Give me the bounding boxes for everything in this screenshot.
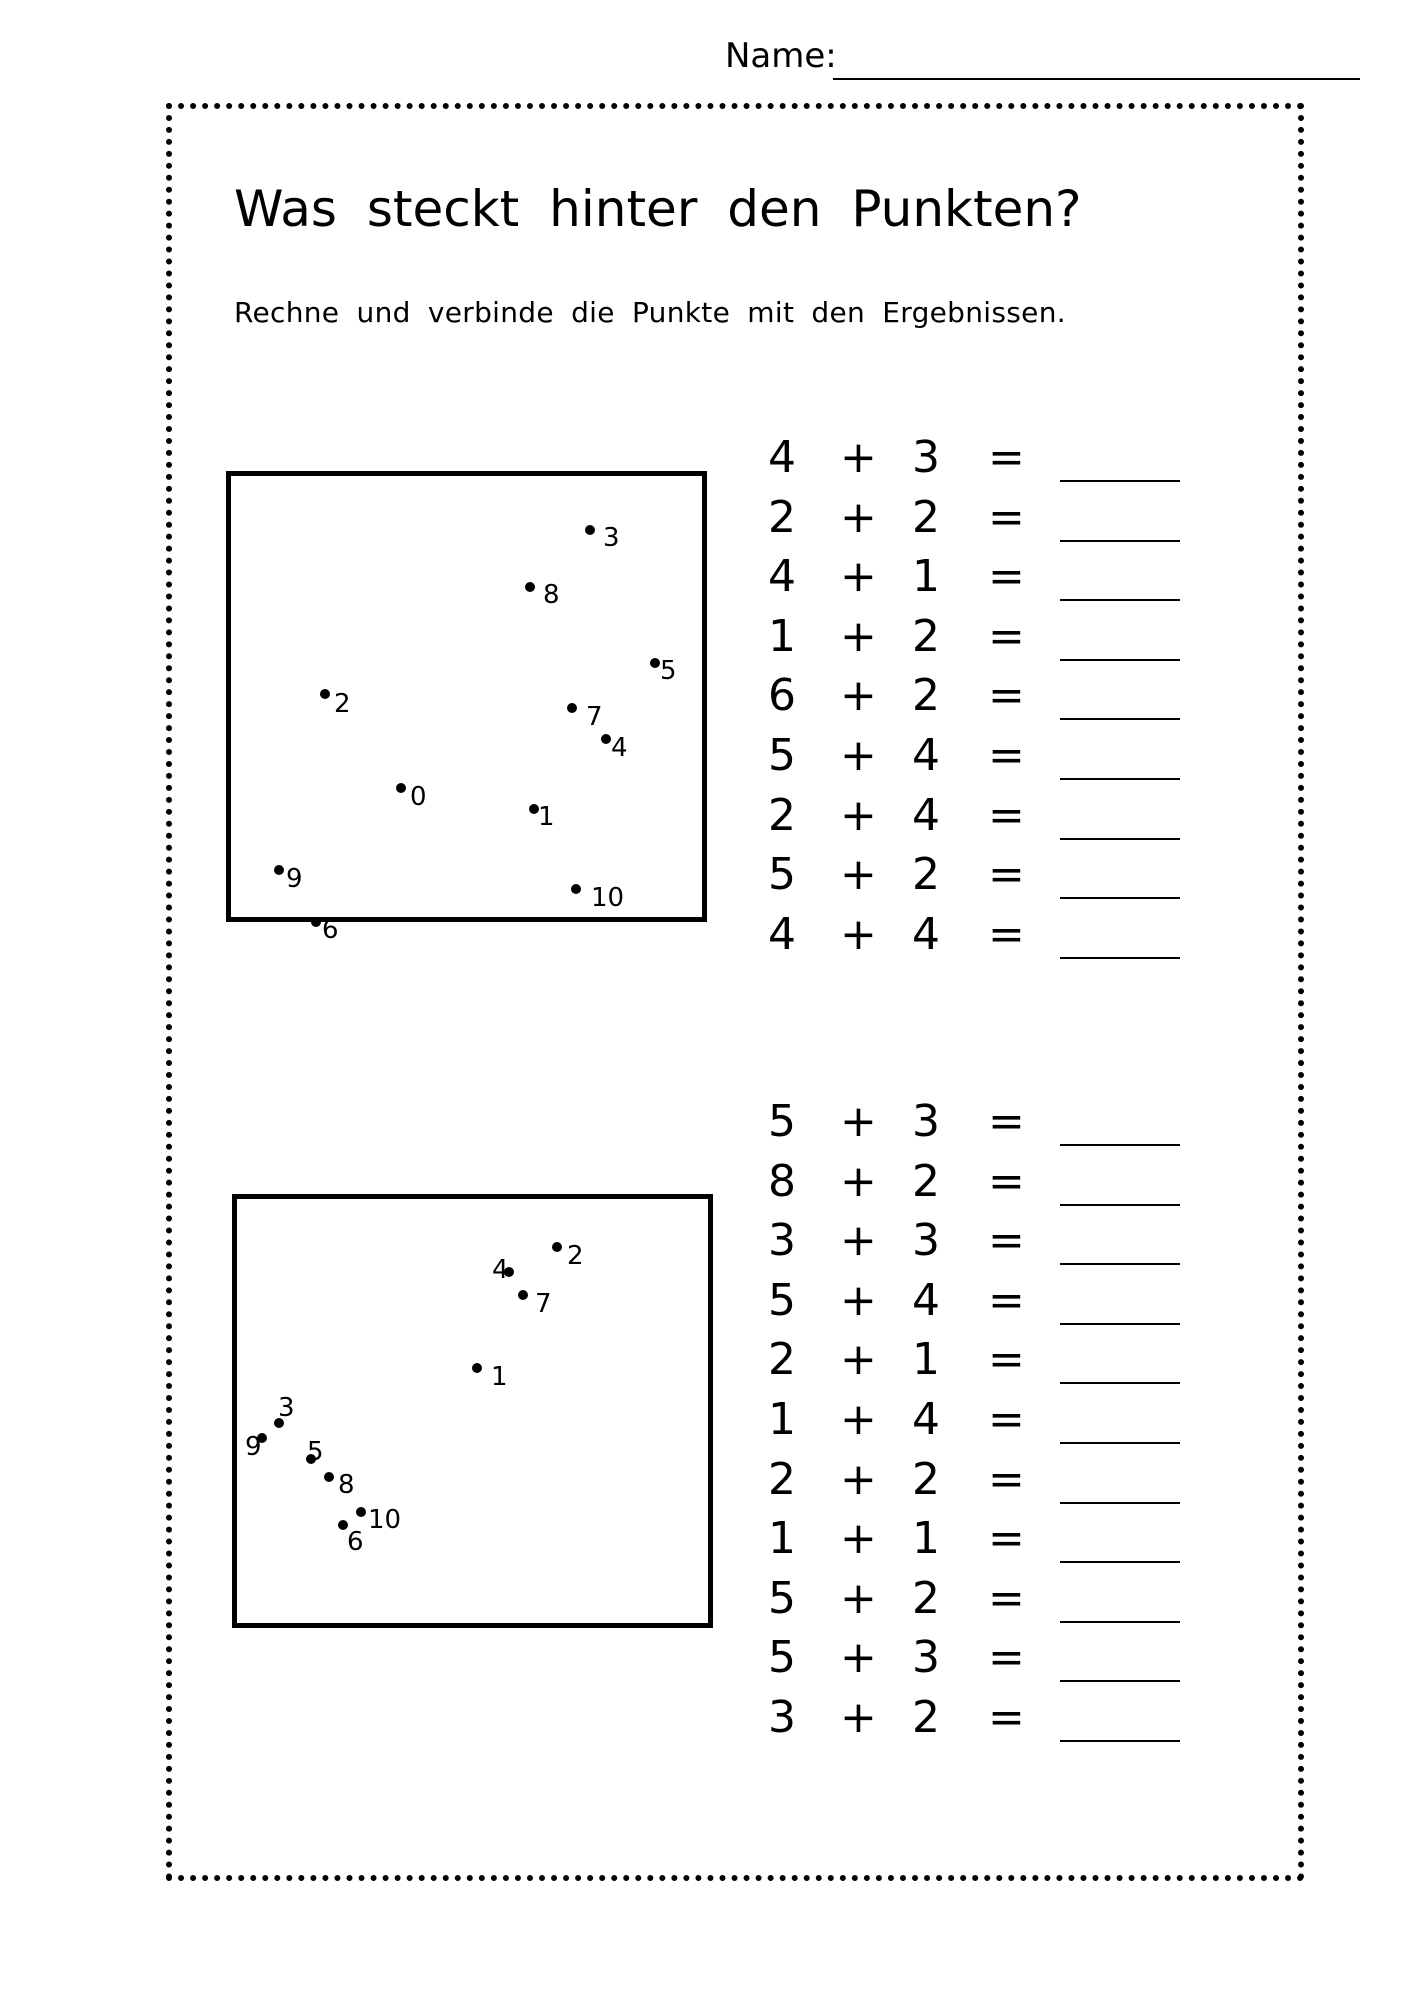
answer-blank[interactable] xyxy=(1060,1680,1180,1682)
dot-number-label: 7 xyxy=(586,702,603,732)
addition-problem-row xyxy=(760,1215,1230,1275)
answer-blank[interactable] xyxy=(1060,480,1180,482)
equals-sign: = xyxy=(988,1215,1025,1267)
dot-puzzle-canvas-2[interactable] xyxy=(237,1199,708,1623)
problem-list-2 xyxy=(760,1096,1230,1752)
first-addend: 2 xyxy=(768,1453,796,1505)
name-field[interactable] xyxy=(725,36,1365,86)
equals-sign: = xyxy=(988,1155,1025,1207)
dot-puzzle-canvas-1[interactable] xyxy=(231,476,702,945)
plus-sign: + xyxy=(840,551,877,603)
problem-list-1 xyxy=(760,432,1230,968)
equals-sign: = xyxy=(988,908,1025,960)
plus-sign: + xyxy=(840,1691,877,1743)
first-addend: 5 xyxy=(768,1572,796,1624)
first-addend: 5 xyxy=(768,1274,796,1326)
first-addend: 4 xyxy=(768,551,796,603)
answer-blank[interactable] xyxy=(1060,957,1180,959)
dot-point-2[interactable] xyxy=(552,1241,584,1271)
worksheet-instruction: Rechne und verbinde die Punkte mit den Ergebnissen. xyxy=(234,296,1066,329)
answer-blank[interactable] xyxy=(1060,838,1180,840)
dot-number-label: 4 xyxy=(611,733,628,763)
equals-sign: = xyxy=(988,1632,1025,1684)
plus-sign: + xyxy=(840,849,877,901)
answer-blank[interactable] xyxy=(1060,897,1180,899)
addition-problem-row xyxy=(760,1573,1230,1633)
addition-problem-row xyxy=(760,1513,1230,1573)
dot-marker[interactable] xyxy=(601,734,611,744)
dot-number-label: 8 xyxy=(338,1470,355,1500)
first-addend: 1 xyxy=(768,610,796,662)
dot-point-1[interactable] xyxy=(529,802,555,832)
first-addend: 2 xyxy=(768,789,796,841)
name-label: Name: xyxy=(725,36,837,76)
dot-puzzle-box-1[interactable] xyxy=(226,471,707,945)
first-addend: 8 xyxy=(768,1155,796,1207)
addition-problem-row xyxy=(760,849,1230,909)
second-addend: 1 xyxy=(912,551,940,603)
addition-problem-row xyxy=(760,1334,1230,1394)
dot-point-9[interactable] xyxy=(245,1432,267,1462)
answer-blank[interactable] xyxy=(1060,778,1180,780)
second-addend: 1 xyxy=(912,1513,940,1565)
dot-marker[interactable] xyxy=(396,783,406,793)
dot-marker[interactable] xyxy=(274,865,284,875)
first-addend: 5 xyxy=(768,849,796,901)
answer-blank[interactable] xyxy=(1060,1561,1180,1563)
addition-problem-row xyxy=(760,551,1230,611)
dot-marker[interactable] xyxy=(472,1363,482,1373)
answer-blank[interactable] xyxy=(1060,659,1180,661)
second-addend: 4 xyxy=(912,1393,940,1445)
worksheet-title: Was steckt hinter den Punkten? xyxy=(234,180,1082,238)
dot-marker[interactable] xyxy=(320,689,330,699)
equals-sign: = xyxy=(988,432,1025,483)
addition-problem-row xyxy=(760,1096,1230,1156)
dot-point-10[interactable] xyxy=(571,883,624,913)
addition-problem-row xyxy=(760,1275,1230,1335)
first-addend: 1 xyxy=(768,1513,796,1565)
first-addend: 3 xyxy=(768,1215,796,1267)
plus-sign: + xyxy=(840,908,877,960)
addition-problem-row xyxy=(760,909,1230,969)
second-addend: 2 xyxy=(912,491,940,543)
second-addend: 2 xyxy=(912,1572,940,1624)
plus-sign: + xyxy=(840,1513,877,1565)
dot-point-6[interactable] xyxy=(338,1520,364,1557)
plus-sign: + xyxy=(840,1096,877,1147)
dot-number-label: 0 xyxy=(410,782,427,812)
dot-point-3[interactable] xyxy=(585,523,620,553)
dot-number-label: 6 xyxy=(347,1527,364,1557)
addition-problem-row xyxy=(760,1632,1230,1692)
first-addend: 5 xyxy=(768,1096,796,1147)
dot-point-4[interactable] xyxy=(601,733,628,763)
dot-point-8[interactable] xyxy=(324,1470,355,1500)
answer-blank[interactable] xyxy=(1060,1263,1180,1265)
equals-sign: = xyxy=(988,1453,1025,1505)
dot-point-1[interactable] xyxy=(472,1362,508,1392)
dot-point-8[interactable] xyxy=(525,580,560,610)
dot-marker[interactable] xyxy=(650,658,660,668)
plus-sign: + xyxy=(840,610,877,662)
second-addend: 2 xyxy=(912,849,940,901)
answer-blank[interactable] xyxy=(1060,540,1180,542)
plus-sign: + xyxy=(840,1215,877,1267)
answer-blank[interactable] xyxy=(1060,599,1180,601)
dot-number-label: 5 xyxy=(307,1437,324,1467)
equals-sign: = xyxy=(988,610,1025,662)
second-addend: 4 xyxy=(912,729,940,781)
second-addend: 4 xyxy=(912,1274,940,1326)
dot-point-7[interactable] xyxy=(567,702,603,732)
dot-marker[interactable] xyxy=(552,1242,562,1252)
second-addend: 2 xyxy=(912,1691,940,1743)
dot-number-label: 8 xyxy=(543,580,560,610)
dot-marker[interactable] xyxy=(324,1472,334,1482)
dot-marker[interactable] xyxy=(356,1507,366,1517)
second-addend: 3 xyxy=(912,1632,940,1684)
dot-marker[interactable] xyxy=(571,884,581,894)
dot-point-0[interactable] xyxy=(396,782,427,812)
answer-blank[interactable] xyxy=(1060,1382,1180,1384)
dot-number-label: 10 xyxy=(591,883,625,913)
plus-sign: + xyxy=(840,1155,877,1207)
dot-number-label: 7 xyxy=(535,1289,552,1319)
addition-problem-row xyxy=(760,432,1230,492)
first-addend: 1 xyxy=(768,1393,796,1445)
first-addend: 4 xyxy=(768,432,796,483)
dot-puzzle-box-2[interactable] xyxy=(232,1194,713,1628)
answer-blank[interactable] xyxy=(1060,1144,1180,1146)
dot-point-5[interactable] xyxy=(306,1437,324,1467)
second-addend: 2 xyxy=(912,670,940,722)
dot-point-7[interactable] xyxy=(518,1289,552,1319)
dot-number-label: 9 xyxy=(245,1432,262,1462)
addition-problem-row xyxy=(760,1156,1230,1216)
answer-blank[interactable] xyxy=(1060,1442,1180,1444)
answer-blank[interactable] xyxy=(1060,718,1180,720)
plus-sign: + xyxy=(840,491,877,543)
equals-sign: = xyxy=(988,551,1025,603)
second-addend: 2 xyxy=(912,1155,940,1207)
plus-sign: + xyxy=(840,1632,877,1684)
answer-blank[interactable] xyxy=(1060,1740,1180,1742)
answer-blank[interactable] xyxy=(1060,1621,1180,1623)
equals-sign: = xyxy=(988,1096,1025,1147)
dot-number-label: 2 xyxy=(567,1241,584,1271)
dot-number-label: 3 xyxy=(278,1393,295,1423)
dot-point-4[interactable] xyxy=(492,1255,514,1285)
dot-point-3[interactable] xyxy=(274,1393,295,1428)
second-addend: 2 xyxy=(912,1453,940,1505)
plus-sign: + xyxy=(840,670,877,722)
dot-number-label: 5 xyxy=(660,656,677,686)
addition-problem-row xyxy=(760,611,1230,671)
plus-sign: + xyxy=(840,1572,877,1624)
dot-number-label: 4 xyxy=(492,1255,509,1285)
first-addend: 2 xyxy=(768,491,796,543)
plus-sign: + xyxy=(840,1393,877,1445)
second-addend: 3 xyxy=(912,432,940,483)
second-addend: 3 xyxy=(912,1215,940,1267)
dot-number-label: 1 xyxy=(491,1362,508,1392)
addition-problem-row xyxy=(760,1394,1230,1454)
plus-sign: + xyxy=(840,789,877,841)
first-addend: 5 xyxy=(768,1632,796,1684)
equals-sign: = xyxy=(988,491,1025,543)
equals-sign: = xyxy=(988,1691,1025,1743)
addition-problem-row xyxy=(760,670,1230,730)
dot-number-label: 10 xyxy=(368,1505,402,1535)
plus-sign: + xyxy=(840,1453,877,1505)
equals-sign: = xyxy=(988,789,1025,841)
equals-sign: = xyxy=(988,670,1025,722)
equals-sign: = xyxy=(988,1513,1025,1565)
dot-point-5[interactable] xyxy=(650,656,677,686)
plus-sign: + xyxy=(840,729,877,781)
plus-sign: + xyxy=(840,1334,877,1386)
second-addend: 4 xyxy=(912,908,940,960)
addition-problem-row xyxy=(760,790,1230,850)
answer-blank[interactable] xyxy=(1060,1502,1180,1504)
dot-number-label: 3 xyxy=(603,523,620,553)
dot-number-label: 9 xyxy=(286,864,303,894)
dot-marker[interactable] xyxy=(585,525,595,535)
second-addend: 1 xyxy=(912,1334,940,1386)
plus-sign: + xyxy=(840,1274,877,1326)
equals-sign: = xyxy=(988,1334,1025,1386)
answer-blank[interactable] xyxy=(1060,1323,1180,1325)
equals-sign: = xyxy=(988,849,1025,901)
equals-sign: = xyxy=(988,729,1025,781)
second-addend: 4 xyxy=(912,789,940,841)
dot-marker[interactable] xyxy=(567,703,577,713)
dot-marker[interactable] xyxy=(311,917,321,927)
second-addend: 2 xyxy=(912,610,940,662)
equals-sign: = xyxy=(988,1393,1025,1445)
addition-problem-row xyxy=(760,730,1230,790)
equals-sign: = xyxy=(988,1274,1025,1326)
first-addend: 6 xyxy=(768,670,796,722)
first-addend: 3 xyxy=(768,1691,796,1743)
dot-marker[interactable] xyxy=(525,582,535,592)
dot-point-2[interactable] xyxy=(320,689,351,719)
addition-problem-row xyxy=(760,492,1230,552)
dot-point-9[interactable] xyxy=(274,864,303,894)
plus-sign: + xyxy=(840,432,877,483)
equals-sign: = xyxy=(988,1572,1025,1624)
first-addend: 4 xyxy=(768,908,796,960)
name-blank-line[interactable] xyxy=(833,78,1360,80)
dot-number-label: 1 xyxy=(538,802,555,832)
dot-marker[interactable] xyxy=(518,1290,528,1300)
answer-blank[interactable] xyxy=(1060,1204,1180,1206)
first-addend: 2 xyxy=(768,1334,796,1386)
second-addend: 3 xyxy=(912,1096,940,1147)
first-addend: 5 xyxy=(768,729,796,781)
addition-problem-row xyxy=(760,1454,1230,1514)
addition-problem-row xyxy=(760,1692,1230,1752)
dot-number-label: 6 xyxy=(322,915,339,945)
dot-number-label: 2 xyxy=(334,689,351,719)
